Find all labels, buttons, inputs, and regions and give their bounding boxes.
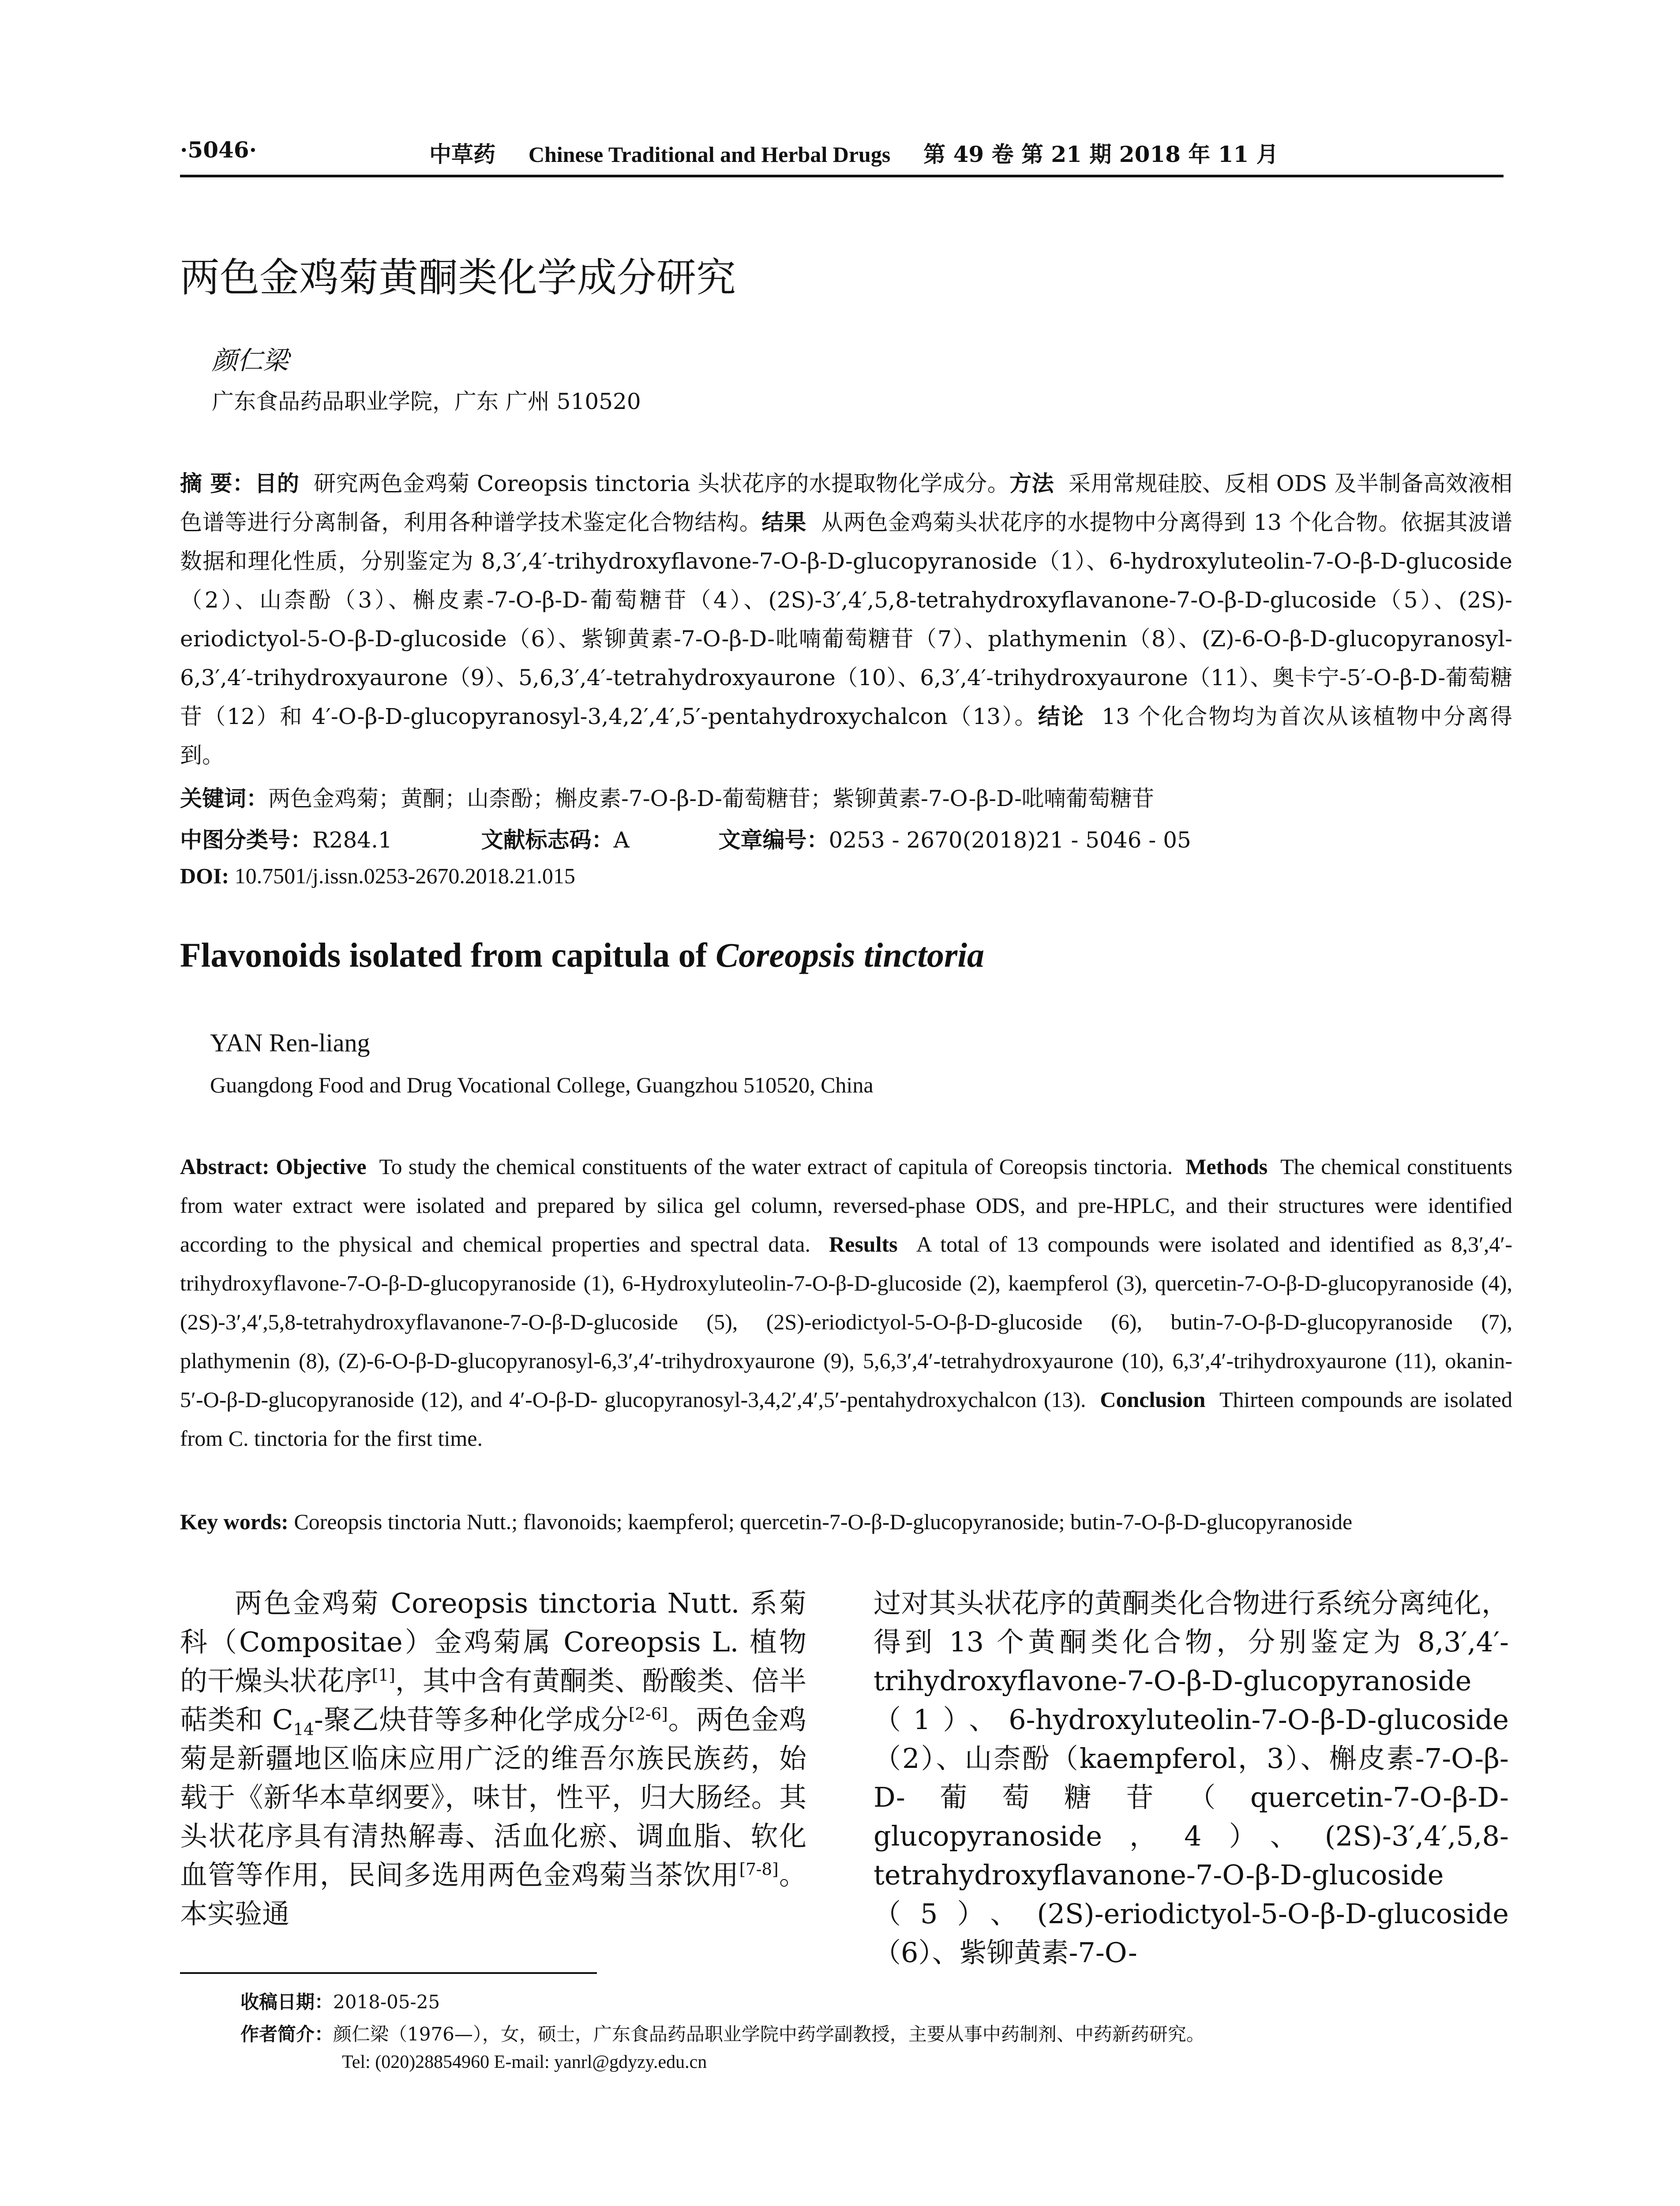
contact-info: Tel: (020)28854960 E-mail: yanrl@gdyzy.edu.cn [342,2052,707,2072]
body-text: ，其中含有黄酮类、酚酸类、倍半萜类和 C [180,1665,806,1736]
received-label: 收稿日期： [240,1991,334,2013]
author-cn: 颜仁梁 [212,345,289,375]
received-value: 2018-05-25 [333,1991,440,2013]
body-right-column: 过对其头状花序的黄酮类化合物进行系统分离纯化，得到 13 个黄酮类化合物，分别鉴定为 8,3′,4′-trihydroxyflavone-7-O-β-D-glucopyranoside（1）、6-hydroxyluteolin-7-O-β-D-glucoside（2）、山柰酚（kaempferol，3）、槲皮素-7-O-β-D-葡萄糖苷（quercetin-7-O-β-D-glucopyranoside，4）、(2S)-3′,4′,5,8-tetrahydroxyflavanone-7-O-β-D-glucoside（5）、(2S)-eriodictyol-5-O-β-D-glucoside（6）、紫铆黄素-7-O- [874,1587,1509,1969]
citation: [1] [372,1665,395,1685]
objective-label-cn: 目的 [255,471,300,496]
issue-info: 第 49 卷 第 21 期 2018 年 11 月 [923,141,1279,167]
keywords-cn [180,781,1154,813]
clc-label: 中图分类号： [180,827,312,853]
methods-label-cn: 方法 [1009,471,1054,496]
title-en [180,935,984,975]
doi-label: DOI: [180,863,229,888]
keywords-label-cn: 关键词： [180,786,268,811]
methods-text-cn: 采用常规硅胶、反相 ODS 及半制备高效液相色谱等进行分离制备，利用各种谱学技术鉴定化合物结构。 [180,471,1512,535]
header-rule [180,175,1504,177]
title-en-prefix: Flavonoids isolated from capitula of [180,936,716,974]
abstract-cn [180,464,1512,775]
abstract-en [180,1147,1512,1458]
results-label-cn: 结果 [761,510,806,535]
body-left-column [180,1584,806,1933]
journal-name-cn: 中草药 [429,142,495,167]
author-bio-text: 颜仁梁（1976—），女，硕士，广东食品药品职业学院中药学副教授，主要从事中药制剂、中药新药研究。 [333,2023,1205,2045]
citation: [7-8] [739,1859,779,1879]
subscript: 14 [293,1719,314,1739]
citation: [2-6] [628,1704,668,1724]
classification-row [180,822,1191,854]
author-en: YAN Ren-liang [210,1028,370,1057]
abstract-label-en: Abstract: [180,1154,270,1179]
doc-code-value: A [613,827,630,853]
results-label-en: Results [829,1232,898,1257]
doi-row [180,863,575,889]
objective-text-cn: 研究两色金鸡菊 Coreopsis tinctoria 头状花序的水提取物化学成分。 [314,471,1010,496]
methods-text-en: The chemical constituents from water extract were isolated and prepared by silica gel column, reversed-phase ODS, and pre-HPLC, and their structures were identified according to the physical and chemical properties and spectral data. [180,1154,1513,1257]
clc-value: R284.1 [312,827,392,853]
received-date [240,1988,440,2014]
journal-name-en: Chinese Traditional and Herbal Drugs [528,142,891,167]
abstract-label-cn: 摘 要： [180,471,255,496]
running-header [429,137,1279,169]
results-text-cn: 从两色金鸡菊头状花序的水提物中分离得到 13 个化合物。依据其波谱数据和理化性质，分别鉴定为 8,3′,4′-trihydroxyflavone-7-O-β-D-glucopyranoside（1）、6-hydroxyluteolin-7-O-β-D-glucoside（2）、山柰酚（3）、槲皮素-7-O-β-D-葡萄糖苷（4）、(2S)-3′,4′,5,8-tetrahydroxyflavanone-7-O-β-D-glucoside（5）、(2S)-eriodictyol-5-O-β-D-glucoside（6）、紫铆黄素-7-O-β-D-吡喃葡萄糖苷（7）、plathymenin（8）、(Z)-6-O-β-D-glucopyranosyl-6,3′,4′-trihydroxyaurone（9）、5,6,3′,4′-tetrahydroxyaurone（10）、6,3′,4′-trihydroxyaurone（11）、奥卡宁-5′-O-β-D-葡萄糖苷（12）和 4′-O-β-D-glucopyranosyl-3,4,2′,4′,5′-pentahydroxychalcon（13）。 [180,510,1513,729]
title-cn: 两色金鸡菊黄酮类化学成分研究 [180,255,736,301]
keywords-text-cn: 两色金鸡菊；黄酮；山柰酚；槲皮素-7-O-β-D-葡萄糖苷；紫铆黄素-7-O-β-D-吡喃葡萄糖苷 [268,786,1155,811]
conclusion-text-cn: 13 个化合物均为首次从该植物中分离得到。 [180,704,1512,768]
conclusion-label-cn: 结论 [1038,704,1085,729]
article-number-label: 文章编号： [718,827,829,853]
affiliation-cn: 广东食品药品职业学院，广东 广州 510520 [212,389,641,414]
body-text: 。两色金鸡菊是新疆地区临床应用广泛的维吾尔族民族药，始载于《新华本草纲要》，味甘，性平，归大肠经。其头状花序具有清热解毒、活血化瘀、调血脂、软化血管等作用，民间多选用两色金鸡菊当茶饮用 [180,1703,806,1891]
title-en-species: Coreopsis tinctoria [716,936,985,974]
methods-label-en: Methods [1185,1154,1268,1179]
footnote-rule [180,1972,597,1974]
affiliation-en: Guangdong Food and Drug Vocational College, Guangzhou 510520, China [210,1073,874,1097]
results-text-en: A total of 13 compounds were isolated and identified as 8,3′,4′-trihydroxyflavone-7-O-β-D-glucopyranoside (1), 6-Hydroxyluteolin-7-O-β-D-glucoside (2), kaempferol (3), quercetin-7-O-β-D-glucopyranoside (4), (2S)-3′,4′,5,8-tetrahydroxyflavanone-7-O-β-D-glucoside (5), (2S)-eriodictyol-5-O-β-D-glucoside (6), butin-7-O-β-D-glucopyranoside (7), plathymenin (8), (Z)-6-O-β-D-glucopyranosyl-6,3′,4′-trihydroxyaurone (9), 5,6,3′,4′-tetrahydroxyaurone (10), 6,3′,4′-trihydroxyaurone (11), okanin-5′-O-β-D-glucopyranoside (12), and 4′-O-β-D- glucopyranosyl-3,4,2′,4′,5′-pentahydroxychalcon (13). [180,1232,1513,1412]
objective-label-en: Objective [276,1154,367,1179]
author-bio-label: 作者简介： [240,2023,334,2045]
conclusion-label-en: Conclusion [1100,1387,1206,1412]
body-text: 两色金鸡菊 Coreopsis tinctoria Nutt. 系菊科（Compositae）金鸡菊属 Coreopsis L. 植物的干燥头状花序 [180,1587,806,1697]
doi-value: 10.7501/j.issn.0253-2670.2018.21.015 [234,863,575,888]
article-number-value: 0253 - 2670(2018)21 - 5046 - 05 [829,827,1191,853]
body-text: 。本实验通 [180,1859,806,1930]
author-bio [240,2020,1205,2046]
conclusion-text-en: Thirteen compounds are isolated from C. tinctoria for the first time. [180,1387,1512,1451]
objective-text-en: To study the chemical constituents of the water extract of capitula of Coreopsis tinctoria. [379,1154,1173,1179]
doc-code-label: 文献标志码： [481,827,614,853]
page-number: ·5046· [180,137,257,163]
keywords-text-en: Coreopsis tinctoria Nutt.; flavonoids; kaempferol; quercetin-7-O-β-D-glucopyranoside; butin-7-O-β-D-glucopyranoside [294,1509,1353,1534]
body-text: -聚乙炔苷等多种化学成分 [314,1703,629,1736]
keywords-en [180,1509,1352,1534]
keywords-label-en: Key words: [180,1509,289,1534]
